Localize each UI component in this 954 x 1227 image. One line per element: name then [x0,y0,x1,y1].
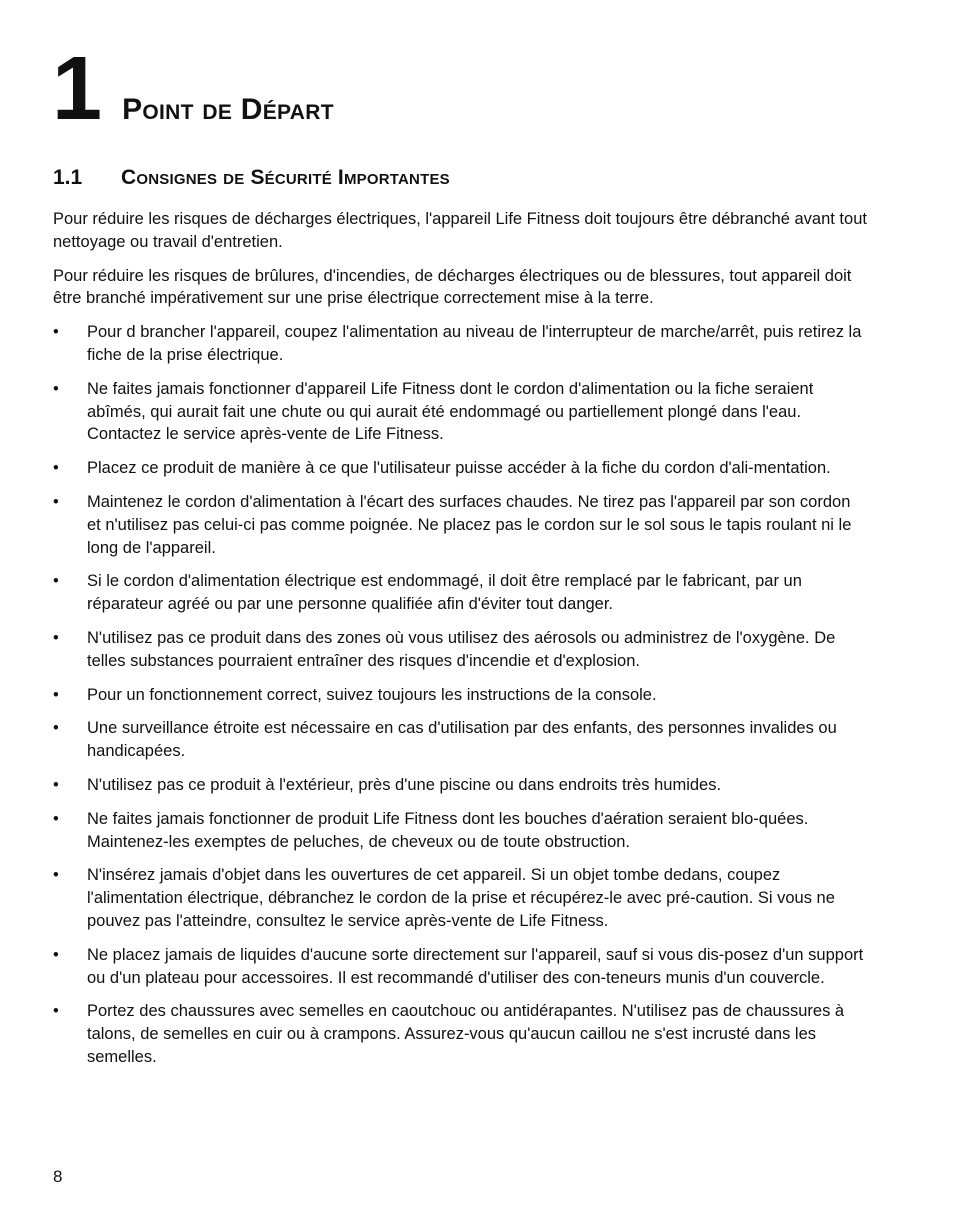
bullet-marker: • [53,628,59,647]
list-item [53,321,868,367]
list-item-text: Ne placez jamais de liquides d'aucune sorte directement sur l'appareil, sauf si vous dis-posez d'un support ou d'un plateau pour accessoires. Il est recommandé d'utiliser des con-teneurs munis d'un couvercle. [87,945,864,987]
list-item-text: N'utilisez pas ce produit à l'extérieur, près d'une piscine ou dans endroits très humides. [87,775,722,794]
list-item-text: Pour d brancher l'appareil, coupez l'alimentation au niveau de l'interrupteur de marche/arrêt, puis retirez la fiche de la prise électrique. [87,323,862,364]
list-item-text: N'insérez jamais d'objet dans les ouvertures de cet appareil. Si un objet tombe dedans, coupez l'alimentation électrique, débranchez le cordon de la prise et récupérez-le avec pré-caution. Si vous ne pouvez pas l'atteindre, consultez le service après-vente de Life Fitness. [87,866,835,930]
chapter-title: Point de Départ [122,93,334,126]
bullet-marker: • [53,809,59,828]
list-item [53,491,868,559]
list-item [53,808,868,854]
document-body [53,208,868,1080]
list-item [53,864,868,932]
section-heading [53,166,450,190]
list-item-text: Ne faites jamais fonctionner d'appareil Life Fitness dont le cordon d'alimentation ou la fiche seraient abîmés, qui aurait fait une chute ou qui aurait été endommagé ou partiellement plongé dans l'eau. Contactez le service après-vente de Life Fitness. [87,379,814,444]
list-item-text: Ne faites jamais fonctionner de produit Life Fitness dont les bouches d'aération seraient blo-quées. Maintenez-les exemptes de peluches, de cheveux ou de toute obstruction. [87,809,809,851]
paragraph-intro-2: Pour réduire les risques de brûlures, d'incendies, de décharges électriques ou de blessures, tout appareil doit être branché impérativement sur une prise électrique correctement mise à la terre. [53,266,852,308]
bullet-marker: • [53,775,59,794]
list-item [53,378,868,446]
safety-bullet-list [53,321,868,1069]
list-item-text: Maintenez le cordon d'alimentation à l'écart des surfaces chaudes. Ne tirez pas l'appareil par son cordon et n'utilisez pas celui-ci pas comme poignée. Ne placez pas le cordon sur le sol sous le tapis roulant ni le long de l'appareil. [87,492,852,557]
bullet-marker: • [53,945,59,964]
list-item-text: Une surveillance étroite est nécessaire en cas d'utilisation par des enfants, des personnes invalides ou handicapées. [87,719,837,761]
bullet-marker: • [53,1002,59,1021]
list-item [53,1000,868,1068]
list-item-text: N'utilisez pas ce produit dans des zones où vous utilisez des aérosols ou administrez de l'oxygène. De telles substances pourraient entraîner des risques d'incendie et d'explosion. [87,628,836,670]
list-item [53,684,868,707]
bullet-marker: • [53,719,59,738]
list-item [53,774,868,797]
list-item [53,717,868,763]
bullet-marker: • [53,572,59,591]
bullet-marker: • [53,492,59,511]
bullet-marker: • [53,379,59,398]
list-item-text: Portez des chaussures avec semelles en caoutchouc ou antidérapantes. N'utilisez pas de chaussures à talons, de semelles en cuir ou à crampons. Assurez-vous qu'aucun caillou ne s'est incrusté dans les semelles. [87,1002,845,1066]
list-item [53,457,868,480]
chapter-number: 1 [52,39,101,139]
list-item-text: Pour un fonctionnement correct, suivez toujours les instructions de la console. [87,685,657,704]
section-number: 1.1 [53,166,83,189]
bullet-marker: • [53,685,59,704]
list-item [53,627,868,673]
list-item [53,944,868,990]
bullet-marker: • [53,866,59,885]
list-item [53,570,868,616]
page-number: 8 [53,1167,63,1186]
chapter-heading [52,39,334,139]
list-item-text: Placez ce produit de manière à ce que l'utilisateur puisse accéder à la fiche du cordon d'ali-mentation. [87,459,831,478]
list-item-text: Si le cordon d'alimentation électrique est endommagé, il doit être remplacé par le fabricant, par un réparateur agréé ou par une personne qualifiée afin d'éviter tout danger. [87,572,802,614]
paragraph-intro-1: Pour réduire les risques de décharges électriques, l'appareil Life Fitness doit toujours être débranché avant tout nettoyage ou travail d'entretien. [53,210,867,251]
bullet-marker: • [53,459,59,478]
section-title: Consignes de Sécurité Importantes [121,166,450,189]
bullet-marker: • [53,323,59,342]
